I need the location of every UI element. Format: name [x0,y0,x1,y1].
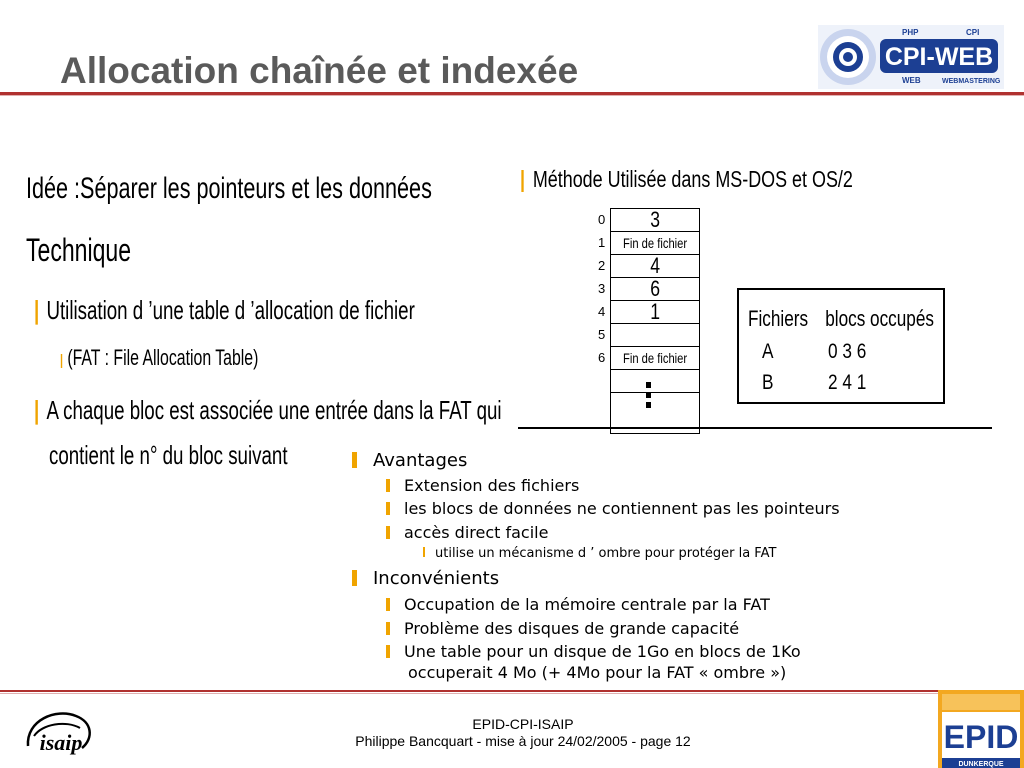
bullet-marker: | [60,352,64,369]
bullet-marker [386,645,390,658]
disadvantage-item-continuation: occuperait 4 Mo (+ 4Mo pour la FAT « ombre ») [408,663,787,682]
fat-index: 5 [598,327,606,342]
fat-index: 0 [598,212,606,227]
fat-entry [611,324,699,347]
fat-index: 4 [598,304,606,319]
bullet-block-entry-line2: contient le n° du bloc suivant [49,440,288,470]
title-underline-shadow [0,95,1024,96]
fat-entry: Fin de fichier [611,347,699,370]
bullet-marker: | [34,395,40,425]
bullet-fat-table: | Utilisation d ’une table d ’allocation de fichier [34,295,415,325]
cpi-web-logo [818,25,1004,89]
bullet-marker [386,479,390,492]
disadvantage-item: Une table pour un disque de 1Go en blocs de 1Ko [386,642,801,661]
idea-heading: Idée :Séparer les pointeurs et les données [26,172,432,205]
bullet-marker: | [520,166,526,192]
footer-org: EPID-CPI-ISAIP [472,716,574,732]
svg-text:CPI: CPI [966,28,980,37]
advantage-item: Extension des fichiers [386,476,579,495]
fat-entry: 6 [611,278,699,301]
bullet-fat-definition: | (FAT : File Allocation Table) [60,345,259,370]
disadvantages-heading: Inconvénients [352,568,499,589]
fat-index: 2 [598,258,606,273]
advantage-subitem: utilise un mécanisme d ’ ombre pour protéger la FAT [423,546,776,561]
technique-heading: Technique [26,232,132,268]
bullet-marker [386,502,390,515]
files-row-file: A [762,340,774,363]
fat-entry [611,370,699,393]
slide-title: Allocation chaînée et indexée [60,50,579,91]
fat-entry: 4 [611,255,699,278]
files-col-header: Fichiers [748,306,809,331]
fat-entry: Fin de fichier [611,232,699,255]
bullet-marker: | [34,295,40,325]
footer-rule-shadow [0,693,1024,694]
fat-index: 1 [598,235,606,250]
files-table-header [748,306,934,332]
svg-text:PHP: PHP [902,28,919,37]
disadvantage-item: Problème des disques de grande capacité [386,619,739,638]
fat-index: 6 [598,350,606,365]
section-divider [518,427,992,429]
cpi-web-logo-text: CPI-WEB [884,43,994,71]
epid-logo-subtext: DUNKERQUE [958,761,1004,768]
bullet-marker [352,452,357,468]
isaip-logo [22,706,100,762]
method-heading: | Méthode Utilisée dans MS-DOS et OS/2 [520,166,853,192]
fat-table [610,208,700,434]
bullet-marker [386,598,390,611]
files-row-file: B [762,371,774,394]
fat-index: 3 [598,281,606,296]
files-row-blocks: 2 4 1 [828,371,867,394]
svg-text:WEBMASTERING: WEBMASTERING [942,78,1001,85]
footer-author-date: Philippe Bancquart - mise à jour 24/02/2005 - page 12 [355,733,691,749]
fat-entry: 3 [611,209,699,232]
isaip-logo-text: isaip [39,730,83,755]
advantage-item: les blocs de données ne contiennent pas les pointeurs [386,499,998,518]
epid-logo-text: EPID [943,719,1019,755]
svg-text:WEB: WEB [902,76,921,85]
advantages-heading: Avantages [352,450,467,471]
advantage-item: accès direct facile [386,523,548,542]
bullet-marker [352,570,357,586]
fat-index-column [598,208,610,369]
footer-rule [0,690,1024,692]
bullet-block-entry-line1: | A chaque bloc est associée une entrée dans la FAT qui [34,395,502,425]
bullet-marker [386,622,390,635]
disadvantage-item: Occupation de la mémoire centrale par la FAT [386,595,770,614]
fat-ellipsis-dots [646,382,651,412]
blocks-col-header: blocs occupés [825,306,934,331]
epid-logo [938,690,1024,768]
bullet-marker [423,547,425,557]
bullet-marker [386,526,390,539]
fat-entry: 1 [611,301,699,324]
files-row-blocks: 0 3 6 [828,340,867,363]
